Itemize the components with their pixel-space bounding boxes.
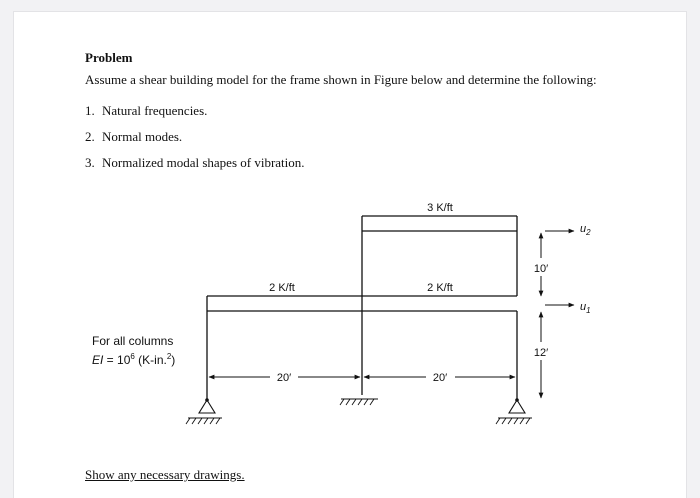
span-dimension-right-label: 20′ (432, 372, 448, 384)
story-dimension-upper (534, 233, 548, 296)
pin-support-left (186, 398, 222, 424)
span-dimension-left-label: 20′ (276, 372, 292, 384)
pin-support-right (496, 398, 532, 424)
list-item-text: Normalized modal shapes of vibration. (102, 155, 305, 170)
column-stiffness-note: EI = $10^6$ (K-in.$^2$) (92, 352, 176, 367)
story-dimension-lower-label: 12′ (533, 347, 549, 359)
dof-arrow-u1 (545, 301, 591, 315)
load-label-top: 3 K/ft (427, 202, 453, 214)
fixed-support-middle (340, 399, 378, 405)
list-item-number: 1. (85, 103, 95, 118)
problem-statement: Assume a shear building model for the frame shown in Figure below and determine the following: (85, 72, 597, 87)
story-dimension-upper-label: 10′ (533, 263, 549, 275)
span-dimension-left (209, 372, 360, 384)
load-label-right: 2 K/ft (427, 282, 453, 294)
dof-label-u2: $u_2$ (580, 223, 591, 237)
list-item-number: 2. (85, 129, 95, 144)
list-item-text: Natural frequencies. (102, 103, 208, 118)
columns (207, 216, 517, 400)
list-item-number: 3. (85, 155, 95, 170)
span-dimension-right (364, 372, 515, 384)
upper-girder (362, 216, 517, 231)
column-note-title: For all columns (92, 334, 174, 348)
dof-label-u1: $u_1$ (580, 301, 591, 315)
instruction-footer: Show any necessary drawings. (85, 467, 245, 482)
problem-heading: Problem (85, 50, 133, 65)
dof-arrow-u2 (545, 223, 591, 237)
story-dimension-lower (534, 312, 548, 398)
list-item-text: Normal modes. (102, 129, 183, 144)
load-label-left: 2 K/ft (269, 282, 295, 294)
